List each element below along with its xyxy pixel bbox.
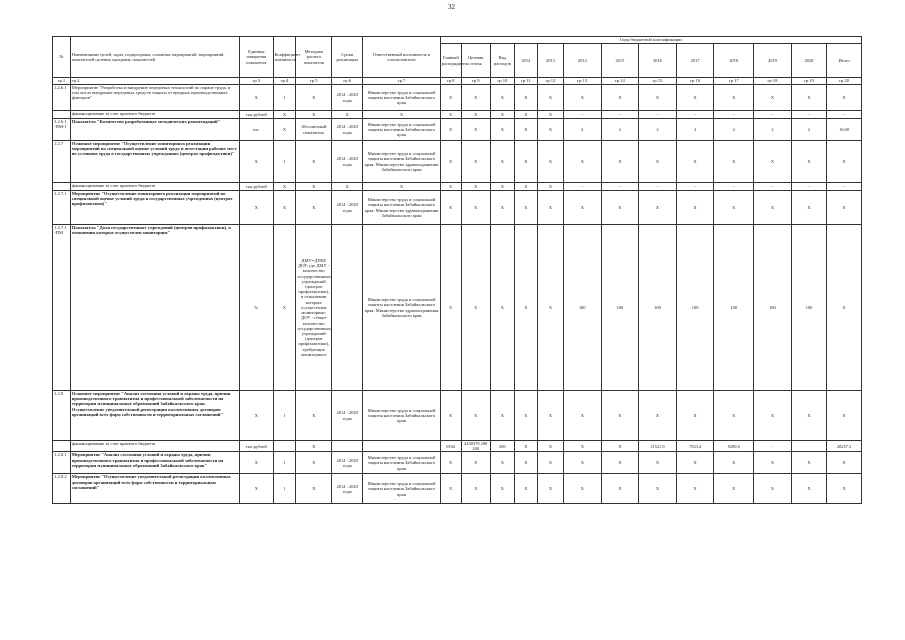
- value-cell: Х: [563, 191, 601, 225]
- value-cell: -: [791, 111, 827, 119]
- value-cell: Х: [791, 85, 827, 111]
- row-number-cell: 1.2.8.2: [53, 474, 71, 504]
- value-cell: 7523,4: [676, 441, 714, 452]
- value-cell: Х: [537, 183, 563, 191]
- value-cell: Х: [332, 183, 363, 191]
- method-cell: Х: [296, 452, 332, 474]
- value-cell: Х: [240, 391, 273, 441]
- method-cell: Х: [296, 191, 332, 225]
- value-cell: Х: [490, 119, 514, 141]
- value-cell: Х: [461, 391, 490, 441]
- value-cell: [332, 225, 363, 391]
- row-number-cell: 1.2.8.1: [53, 452, 71, 474]
- value-cell: Х: [514, 141, 537, 183]
- value-cell: Х: [440, 452, 461, 474]
- column-number-row: [53, 78, 862, 85]
- column-number: гр.4: [273, 78, 296, 85]
- value-cell: 28257,3: [827, 441, 862, 452]
- value-cell: Х: [563, 85, 601, 111]
- header-method: Методика расчета показателя: [296, 37, 332, 78]
- value-cell: Х: [639, 141, 677, 183]
- value-cell: -: [639, 111, 677, 119]
- header-year: 2020: [791, 44, 827, 78]
- row-name-cell: Основное мероприятие "Анализ состояния условий и охраны труда, причин производственного травматизма и профессиональной заболеваемости на территории муниципальных образований Забайкальского края. Осуществление уведомительной регистрации коллективных договоров организаций всех форм собственности и территориальных соглашений": [70, 391, 239, 441]
- value-cell: тыс.рублей: [240, 111, 273, 119]
- value-cell: Х: [601, 141, 639, 183]
- value-cell: Х: [273, 119, 296, 141]
- value-cell: Х: [240, 474, 273, 504]
- value-cell: Х: [639, 191, 677, 225]
- value-cell: 16,00: [827, 119, 862, 141]
- value-cell: -: [754, 441, 792, 452]
- executor-cell: Министерство труда и социальной защиты населения Забайкальского края: [363, 85, 440, 111]
- column-number: гр.18: [754, 78, 792, 85]
- value-cell: Х: [273, 191, 296, 225]
- value-cell: Х: [754, 141, 792, 183]
- header-executor: Ответственный исполнитель и соисполнители: [363, 37, 440, 78]
- value-cell: Х: [754, 452, 792, 474]
- value-cell: %: [240, 225, 273, 391]
- value-cell: Х: [440, 191, 461, 225]
- value-cell: Х: [440, 391, 461, 441]
- column-number: гр.17: [714, 78, 754, 85]
- value-cell: 2: [563, 119, 601, 141]
- value-cell: 100: [754, 225, 792, 391]
- value-cell: 1: [273, 452, 296, 474]
- column-number: гр.13: [563, 78, 601, 85]
- row-name-cell: Мероприятие "Осуществление уведомительной регистрации коллективных договоров организаций всех форм собственности и территориальных соглашений": [70, 474, 239, 504]
- value-cell: Х: [461, 85, 490, 111]
- executor-cell: Министерство труда и социальной защиты населения Забайкальского края, Министерство здравоохранения Забайкальского края: [363, 225, 440, 391]
- column-number: гр.9: [461, 78, 490, 85]
- row-number-cell: 1.2.7: [53, 141, 71, 183]
- executor-cell: [363, 441, 440, 452]
- row-name-cell: Мероприятие "Разработка и внедрение передовых технологий по охране труда, в том числе внедрение передовых средств защиты от вредных производственных факторов": [70, 85, 239, 111]
- value-cell: Х: [676, 85, 714, 111]
- value-cell: Х: [461, 191, 490, 225]
- row-number-cell: 1.2.6.1 -ПМ-1: [53, 119, 71, 141]
- value-cell: Х: [440, 225, 461, 391]
- header-year: 2016: [639, 44, 677, 78]
- column-number: гр.6: [332, 78, 363, 85]
- method-cell: Х: [296, 111, 332, 119]
- value-cell: Х: [490, 85, 514, 111]
- value-cell: 200: [490, 441, 514, 452]
- value-cell: Х: [601, 85, 639, 111]
- value-cell: 100: [791, 225, 827, 391]
- value-cell: Х: [827, 452, 862, 474]
- value-cell: 4430378 200 200: [461, 441, 490, 452]
- value-cell: Х: [639, 391, 677, 441]
- table-row: [53, 111, 862, 119]
- row-name-cell: финансирование за счет краевого бюджета: [70, 441, 239, 452]
- value-cell: Х: [601, 474, 639, 504]
- table-row: [53, 85, 862, 111]
- method-cell: Абсолютный показатель: [296, 119, 332, 141]
- value-cell: 1: [273, 85, 296, 111]
- value-cell: 1: [273, 391, 296, 441]
- row-name-cell: финансирование за счет краевого бюджета: [70, 183, 239, 191]
- value-cell: Х: [563, 452, 601, 474]
- value-cell: Х: [514, 441, 537, 452]
- value-cell: Х: [514, 119, 537, 141]
- value-cell: Х: [240, 141, 273, 183]
- value-cell: Х: [440, 119, 461, 141]
- header-admin: Главный распорядитель: [440, 44, 461, 78]
- value-cell: Х: [490, 111, 514, 119]
- table-row: [53, 474, 862, 504]
- value-cell: Х: [714, 85, 754, 111]
- value-cell: Х: [639, 474, 677, 504]
- value-cell: Х: [273, 225, 296, 391]
- value-cell: [273, 441, 296, 452]
- method-cell: Х: [296, 141, 332, 183]
- value-cell: 100: [563, 225, 601, 391]
- value-cell: Х: [791, 141, 827, 183]
- value-cell: Х: [714, 452, 754, 474]
- column-number: гр.10: [490, 78, 514, 85]
- value-cell: Х: [754, 85, 792, 111]
- row-number-cell: 1.2.7.1 -ПМ: [53, 225, 71, 391]
- executor-cell: Министерство труда и социальной защиты населения Забайкальского края, Министерство здравоохранения Забайкальского края: [363, 141, 440, 183]
- header-budget-group: Годы бюджетной классификации: [440, 37, 861, 44]
- value-cell: 2: [676, 119, 714, 141]
- method-cell: Х: [296, 391, 332, 441]
- column-number: гр.11: [514, 78, 537, 85]
- value-cell: 11521,9: [639, 441, 677, 452]
- value-cell: Х: [563, 441, 601, 452]
- row-number-cell: 1.2.6.1: [53, 85, 71, 111]
- value-cell: 100: [676, 225, 714, 391]
- value-cell: Х: [601, 391, 639, 441]
- page-number: 32: [448, 3, 455, 11]
- value-cell: Х: [490, 225, 514, 391]
- value-cell: 2014 - 2020 годы: [332, 85, 363, 111]
- value-cell: 2014 - 2020 годы: [332, 119, 363, 141]
- header-year: 2014: [563, 44, 601, 78]
- program-table-container: [52, 36, 862, 504]
- value-cell: Х: [490, 183, 514, 191]
- column-number: гр.7: [363, 78, 440, 85]
- executor-cell: Министерство труда и социальной защиты населения Забайкальского края: [363, 391, 440, 441]
- value-cell: [332, 441, 363, 452]
- value-cell: Х: [273, 183, 296, 191]
- value-cell: Х: [273, 111, 296, 119]
- value-cell: Х: [440, 183, 461, 191]
- value-cell: -: [754, 183, 792, 191]
- executor-cell: Министерство труда и социальной защиты населения Забайкальского края: [363, 452, 440, 474]
- value-cell: Х: [440, 111, 461, 119]
- row-number-cell: 1.2.8: [53, 391, 71, 441]
- column-number: гр.15: [639, 78, 677, 85]
- column-number: гр.20: [827, 78, 862, 85]
- header-type: Вид расходов: [490, 44, 514, 78]
- table-row: [53, 183, 862, 191]
- value-cell: Х: [514, 183, 537, 191]
- value-cell: 2014 - 2020 годы: [332, 141, 363, 183]
- row-name-cell: Мероприятие "Осуществление мониторинга реализации мероприятий по специальной оценке условий труда в государственных учреждениях (центрах профилактики)": [70, 191, 239, 225]
- value-cell: Х: [537, 141, 563, 183]
- value-cell: Х: [537, 225, 563, 391]
- value-cell: Х: [537, 441, 563, 452]
- value-cell: 2014 - 2020 годы: [332, 474, 363, 504]
- value-cell: Х: [490, 474, 514, 504]
- value-cell: 1: [273, 141, 296, 183]
- value-cell: Х: [461, 111, 490, 119]
- value-cell: -: [754, 111, 792, 119]
- value-cell: Х: [676, 391, 714, 441]
- value-cell: [791, 441, 827, 452]
- value-cell: 2: [714, 119, 754, 141]
- value-cell: тыс.рублей: [240, 441, 273, 452]
- row-number-cell: [53, 441, 71, 452]
- row-number-cell: [53, 111, 71, 119]
- table-row: [53, 441, 862, 452]
- value-cell: Х: [440, 85, 461, 111]
- row-name-cell: Основное мероприятие "Осуществление мониторинга реализации мероприятий по специальной оценке условий труда и аттестации рабочих мест по условиям труда в государственных учреждениях (центрах профилактики)": [70, 141, 239, 183]
- value-cell: Х: [537, 111, 563, 119]
- header-year: 2019: [754, 44, 792, 78]
- value-cell: Х: [676, 141, 714, 183]
- value-cell: 2: [601, 119, 639, 141]
- value-cell: Х: [601, 191, 639, 225]
- row-name-cell: Показатель "Доля государственных учреждений (центров профилактики), в отношении которых осуществлен мониторинг": [70, 225, 239, 391]
- column-number: гр.19: [791, 78, 827, 85]
- value-cell: Х: [827, 225, 862, 391]
- value-cell: Х: [490, 141, 514, 183]
- value-cell: Х: [714, 141, 754, 183]
- value-cell: Х: [537, 474, 563, 504]
- value-cell: -: [601, 111, 639, 119]
- value-cell: Х: [714, 474, 754, 504]
- method-cell: Х: [296, 85, 332, 111]
- program-table: [52, 36, 862, 504]
- value-cell: Х: [490, 391, 514, 441]
- header-year: 2015: [601, 44, 639, 78]
- executor-cell: Х: [363, 111, 440, 119]
- header-target: Целевая статья: [461, 44, 490, 78]
- executor-cell: Х: [363, 183, 440, 191]
- value-cell: -: [563, 183, 601, 191]
- value-cell: -: [791, 183, 827, 191]
- column-number: гр.12: [537, 78, 563, 85]
- table-row: [53, 119, 862, 141]
- value-cell: -: [714, 183, 754, 191]
- column-number: гр.2: [70, 78, 239, 85]
- value-cell: Х: [461, 474, 490, 504]
- value-cell: Х: [791, 191, 827, 225]
- value-cell: 2: [791, 119, 827, 141]
- value-cell: Х: [639, 85, 677, 111]
- value-cell: Х: [827, 191, 862, 225]
- value-cell: Х: [676, 452, 714, 474]
- value-cell: 2014 - 2020 годы: [332, 191, 363, 225]
- value-cell: 2: [639, 119, 677, 141]
- value-cell: Х: [514, 474, 537, 504]
- value-cell: шт.: [240, 119, 273, 141]
- header-total: Итого: [827, 44, 862, 78]
- value-cell: тыс.рублей: [240, 183, 273, 191]
- value-cell: Х: [791, 474, 827, 504]
- value-cell: Х: [601, 441, 639, 452]
- header-year: 2017: [676, 44, 714, 78]
- value-cell: Х: [714, 391, 754, 441]
- value-cell: Х: [714, 191, 754, 225]
- value-cell: Х: [537, 391, 563, 441]
- value-cell: Х: [461, 225, 490, 391]
- table-row: [53, 141, 862, 183]
- value-cell: Х: [791, 452, 827, 474]
- value-cell: -: [676, 183, 714, 191]
- value-cell: Х: [827, 474, 862, 504]
- value-cell: -: [639, 183, 677, 191]
- executor-cell: Министерство труда и социальной защиты населения Забайкальского края: [363, 119, 440, 141]
- header-coef: Коэффициент значимости: [273, 37, 296, 78]
- value-cell: 2: [754, 119, 792, 141]
- executor-cell: Министерство труда и социальной защиты населения Забайкальского края, Министерство здравоохранения Забайкальского края: [363, 191, 440, 225]
- value-cell: Х: [461, 452, 490, 474]
- value-cell: Х: [514, 452, 537, 474]
- value-cell: Х: [332, 111, 363, 119]
- executor-cell: Министерство труда и социальной защиты населения Забайкальского края: [363, 474, 440, 504]
- header-name: Наименование целей, задач, подпрограмм, основных мероприятий, мероприятий, показателей целевых программ, показателей: [70, 37, 239, 78]
- column-number: гр.16: [676, 78, 714, 85]
- row-name-cell: Показатель "Количество разработанных методических рекомендаций": [70, 119, 239, 141]
- value-cell: -: [827, 111, 862, 119]
- method-cell: Х: [296, 474, 332, 504]
- value-cell: Х: [601, 452, 639, 474]
- value-cell: Х: [514, 191, 537, 225]
- column-number: гр.14: [601, 78, 639, 85]
- row-number-cell: 1.2.7.1: [53, 191, 71, 225]
- method-cell: Х: [296, 441, 332, 452]
- value-cell: Х: [490, 452, 514, 474]
- value-cell: Х: [490, 191, 514, 225]
- row-name-cell: финансирование за счет краевого бюджета: [70, 111, 239, 119]
- value-cell: Х: [563, 141, 601, 183]
- value-cell: Х: [537, 191, 563, 225]
- table-row: [53, 191, 862, 225]
- value-cell: Х: [461, 183, 490, 191]
- value-cell: Х: [537, 85, 563, 111]
- value-cell: Х: [827, 391, 862, 441]
- value-cell: Х: [240, 85, 273, 111]
- column-number: гр.3: [240, 78, 273, 85]
- header-unit: Единица измерения показателя: [240, 37, 273, 78]
- value-cell: Х: [440, 474, 461, 504]
- value-cell: Х: [440, 141, 461, 183]
- value-cell: -: [676, 111, 714, 119]
- header-year: 2013: [537, 44, 563, 78]
- value-cell: Х: [676, 474, 714, 504]
- value-cell: 9200,0: [714, 441, 754, 452]
- row-name-cell: Мероприятие "Анализ состояния условий и охраны труда, причин производственного травматизма и профессиональной заболеваемости на территории муниципальных образований Забайкальского края": [70, 452, 239, 474]
- value-cell: 2014 - 2020 годы: [332, 452, 363, 474]
- value-cell: -: [827, 183, 862, 191]
- value-cell: Х: [537, 452, 563, 474]
- value-cell: Х: [563, 474, 601, 504]
- value-cell: Х: [676, 191, 714, 225]
- method-cell: Х: [296, 183, 332, 191]
- header-period: Сроки реализации: [332, 37, 363, 78]
- column-number: гр.5: [296, 78, 332, 85]
- value-cell: 1: [273, 474, 296, 504]
- value-cell: -: [563, 111, 601, 119]
- column-number: гр.8: [440, 78, 461, 85]
- row-number-cell: [53, 183, 71, 191]
- value-cell: Х: [461, 119, 490, 141]
- value-cell: -: [714, 111, 754, 119]
- value-cell: Х: [754, 191, 792, 225]
- header-year: 2012: [514, 44, 537, 78]
- value-cell: 2014 - 2020 годы: [332, 391, 363, 441]
- value-cell: Х: [514, 85, 537, 111]
- column-number: гр.1: [53, 78, 71, 85]
- value-cell: Х: [514, 225, 537, 391]
- value-cell: 100: [601, 225, 639, 391]
- value-cell: Х: [827, 141, 862, 183]
- header-year: 2018: [714, 44, 754, 78]
- value-cell: Х: [461, 141, 490, 183]
- value-cell: Х: [791, 391, 827, 441]
- value-cell: Х: [563, 391, 601, 441]
- value-cell: 0104: [440, 441, 461, 452]
- method-cell: ДМУ=ДПМ/ДОУ, где ДМУ - количество государственных учреждений (центров профилактики), в отношении которых осуществлен мониторинг; ДОУ - общее количество государственных учреждений (центров профилактики), требующих мониторинга: [296, 225, 332, 391]
- value-cell: 100: [714, 225, 754, 391]
- value-cell: Х: [754, 474, 792, 504]
- value-cell: Х: [827, 85, 862, 111]
- value-cell: Х: [514, 111, 537, 119]
- value-cell: Х: [240, 452, 273, 474]
- header-num: №: [53, 37, 71, 78]
- value-cell: -: [601, 183, 639, 191]
- value-cell: Х: [514, 391, 537, 441]
- table-row: [53, 452, 862, 474]
- table-row: [53, 391, 862, 441]
- value-cell: Х: [639, 452, 677, 474]
- value-cell: Х: [754, 391, 792, 441]
- table-row: [53, 225, 862, 391]
- value-cell: Х: [537, 119, 563, 141]
- value-cell: Х: [240, 191, 273, 225]
- value-cell: 100: [639, 225, 677, 391]
